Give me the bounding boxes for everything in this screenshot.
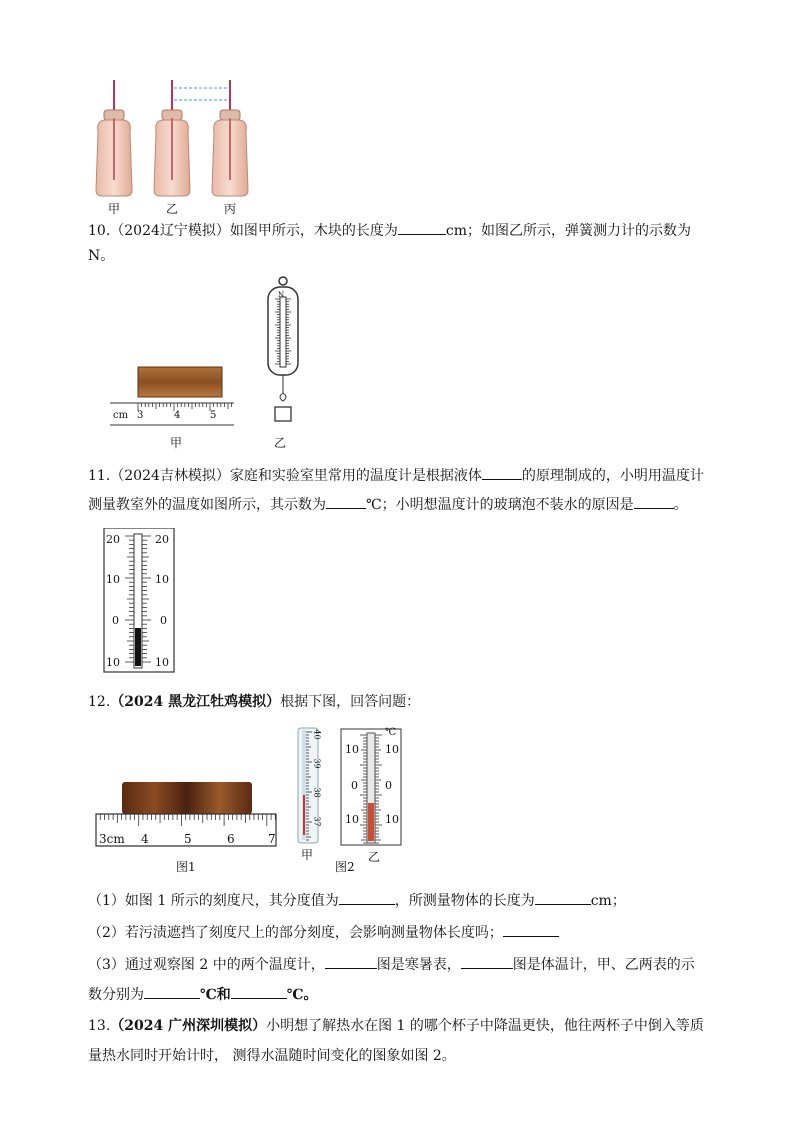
- q11-text-a: 11.（2024吉林模拟）家庭和实验室里常用的温度计是根据液体: [88, 468, 482, 484]
- q12-line1: [88, 692, 420, 712]
- q12-ruler-tick-4: 4: [141, 832, 149, 846]
- q12-sub2: [88, 922, 559, 943]
- q12-blank-length[interactable]: [535, 890, 591, 905]
- room-mark-10-left: 10: [345, 743, 359, 756]
- clinical-mark-39: 39: [312, 758, 322, 769]
- clinical-mark-40: 40: [312, 729, 322, 740]
- room-mark-10-right: 10: [385, 743, 399, 756]
- q13-prompt: 小明想了解热水在图 1 的哪个杯子中降温更快，他往两杯子中倒入等质: [266, 1018, 704, 1034]
- q12-prompt: 根据下图，回答问题：: [280, 694, 421, 710]
- q10-blank-length[interactable]: [398, 220, 446, 235]
- q13-number: 13.: [88, 1018, 111, 1034]
- q12-s3-text-e: ℃和: [200, 987, 231, 1003]
- room-thermometer-unit: ℃: [385, 727, 397, 738]
- label-jia: 甲: [108, 202, 121, 216]
- q12-sub3-line1: [88, 954, 695, 975]
- q12-number: 12.: [88, 694, 111, 710]
- bottle-bing: [212, 80, 248, 196]
- q13-line2: 量热水同时开始计时， 测得水温随时间变化的图象如图 2。: [88, 1048, 456, 1064]
- q10-text-a: 10.（2024辽宁模拟）如图甲所示，木块的长度为: [88, 223, 398, 239]
- q11-mark-20-left: 20: [106, 533, 120, 546]
- q11-mark-0-right: 0: [160, 614, 167, 627]
- q13-source: （2024 广州深圳模拟）: [110, 1018, 267, 1034]
- q12-fig2-label-jia: 甲: [301, 848, 314, 862]
- q10-line2: N。: [88, 248, 115, 264]
- q11-text-c: 测量教室外的温度如图所示，其示数为: [88, 497, 326, 513]
- room-mark-neg10-left: 10: [345, 813, 359, 826]
- q11-mark-10-left: 10: [106, 573, 120, 586]
- q10-label-jia: 甲: [170, 436, 183, 450]
- q11-mark-0-left: 0: [112, 614, 119, 627]
- q12-blank-reading-yi[interactable]: [231, 984, 287, 999]
- q12-ruler-tick-6: 6: [227, 832, 235, 846]
- q11-mark-10-right: 10: [155, 573, 169, 586]
- clinical-thermometer: [296, 727, 322, 845]
- q10-ruler-tick-3: 3: [137, 410, 144, 421]
- q12-ruler-tick-7: 7: [268, 832, 276, 846]
- q12-s3-text-f: ℃。: [286, 987, 318, 1003]
- room-mark-neg10-right: 10: [385, 813, 399, 826]
- q10-text-b: cm；如图乙所示，弹簧测力计的示数为: [445, 223, 692, 239]
- q11-line1: [88, 465, 704, 486]
- q12-fig2-caption: 图2: [335, 860, 355, 874]
- q12-blank-division[interactable]: [339, 890, 395, 905]
- q12-s3-text-b: 图是寒暑表，: [376, 957, 461, 973]
- q10-ruler-tick-4: 4: [174, 410, 181, 421]
- q12-sub1: [88, 890, 626, 911]
- label-bing: 丙: [224, 202, 237, 216]
- q13-line1: [88, 1016, 704, 1036]
- q12-s1-text-a: （1）如图 1 所示的刻度尺，其分度值为: [88, 893, 339, 909]
- q10-ruler: [138, 403, 232, 411]
- q12-sub3-line2: [88, 984, 318, 1005]
- q11-mark-neg10-right: 10: [155, 656, 169, 669]
- q12-fig2-label-yi: 乙: [368, 850, 381, 864]
- q12-s1-text-b: ，所测量物体的长度为: [394, 893, 535, 909]
- q12-s1-text-c: cm；: [590, 893, 626, 909]
- q12-source: （2024 黑龙江牡鸡模拟）: [110, 694, 281, 710]
- q12-s2-text: （2）若污渍遮挡了刻度尺上的部分刻度，会影响测量物体长度吗；: [88, 925, 503, 941]
- q12-fig1-caption: 图1: [176, 860, 196, 874]
- spring-scale-unit: N: [278, 291, 285, 299]
- q12-s3-text-d: 数分别为: [88, 987, 144, 1003]
- room-mark-0-left: 0: [351, 779, 358, 792]
- q10-line1: [88, 220, 691, 241]
- q12-ruler-tick-5: 5: [184, 832, 192, 846]
- q12-blank-room-thermometer[interactable]: [325, 954, 377, 969]
- room-mark-0-right: 0: [385, 779, 392, 792]
- clinical-mark-38: 38: [312, 787, 322, 798]
- q11-blank-reading[interactable]: [326, 494, 366, 509]
- q10-ruler-unit: cm: [113, 410, 129, 421]
- bottle-jia: [96, 80, 132, 196]
- q11-mark-20-right: 20: [155, 533, 169, 546]
- q11-text-b: 的原理制成的，小明用温度计: [521, 468, 704, 484]
- q12-object: [122, 782, 252, 814]
- bottles-figure: [88, 80, 268, 216]
- q10-ruler-tick-5: 5: [210, 410, 217, 421]
- q12-s3-text-a: （3）通过观察图 2 中的两个温度计，: [88, 957, 325, 973]
- q11-text-e: 。: [673, 497, 688, 513]
- bottle-yi: [154, 80, 190, 196]
- clinical-mark-37: 37: [312, 816, 322, 827]
- q12-blank-clinical-thermometer[interactable]: [461, 954, 513, 969]
- q11-text-d: ℃；小明想温度计的玻璃泡不装水的原因是: [366, 497, 634, 513]
- label-yi: 乙: [166, 202, 179, 216]
- q11-line2: [88, 494, 688, 515]
- q11-blank-reason[interactable]: [634, 494, 674, 509]
- wooden-block: [138, 367, 222, 397]
- q12-blank-reading-jia[interactable]: [144, 984, 200, 999]
- q11-mark-neg10-left: 10: [106, 656, 120, 669]
- q10-label-yi: 乙: [274, 436, 287, 450]
- q12-ruler-unit: 3cm: [99, 832, 125, 846]
- q12-blank-affect[interactable]: [503, 922, 559, 937]
- q11-blank-principle[interactable]: [482, 465, 522, 480]
- q12-s3-text-c: 图是体温计，甲、乙两表的示: [512, 957, 695, 973]
- q11-thermometer: [100, 528, 180, 674]
